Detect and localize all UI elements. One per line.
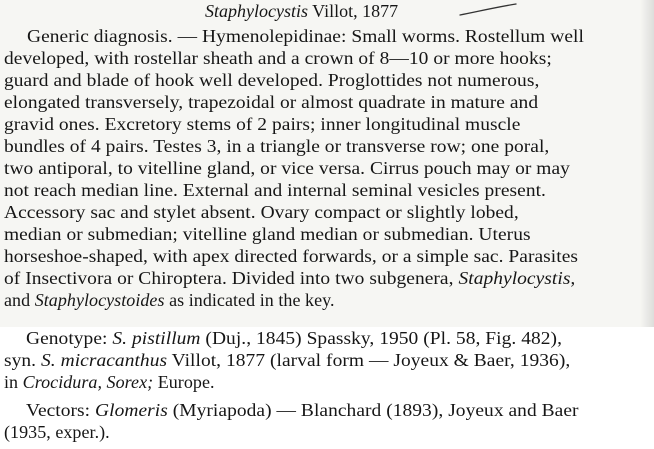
text-run: guard and blade of hook well developed. Proglottides not numerous, xyxy=(4,70,540,90)
text-run: gravid ones. Excretory stems of 2 pairs; inner longitudinal muscle xyxy=(4,114,521,134)
italic-term: S. pistillum xyxy=(112,328,201,348)
text-run: Villot, 1877 (larval form — Joyeux & Baer, 1936), xyxy=(167,350,571,370)
text-run: Genotype: xyxy=(26,328,113,348)
text-run: Vectors: xyxy=(26,400,96,420)
diagnosis-line xyxy=(4,91,538,113)
italic-term: Glomeris xyxy=(95,400,168,420)
text-run: (Duj., 1845) Spassky, 1950 (Pl. 58, Fig. 482), xyxy=(200,328,563,348)
text-run: Accessory sac and stylet absent. Ovary compact or slightly lobed, xyxy=(4,202,519,222)
diagnosis-line xyxy=(27,25,584,47)
italic-term: S. micracanthus xyxy=(41,350,168,370)
text-run: of Insectivora or Chiroptera. Divided into two subgenera, xyxy=(4,268,459,288)
diagnosis-line xyxy=(4,157,570,179)
genotype-line xyxy=(26,327,562,349)
diagnosis-line xyxy=(4,289,335,311)
text-run: not reach median line. External and internal seminal vesicles present. xyxy=(4,180,546,200)
diagnosis-line xyxy=(4,245,578,267)
vectors-line xyxy=(4,421,110,443)
text-run: Generic diagnosis. — Hymenolepidinae: Small worms. Rostellum well xyxy=(27,26,584,46)
diagnosis-line xyxy=(4,201,519,223)
genus-name: Staphylocystis xyxy=(205,1,308,21)
text-run: horseshoe-shaped, with apex directed forwards, or a simple sac. Parasites xyxy=(4,246,579,266)
page-edge-shadow xyxy=(640,0,654,327)
diagnosis-line xyxy=(4,223,531,245)
text-run: bundles of 4 pairs. Testes 3, in a triangle or transverse row; one poral, xyxy=(4,136,550,156)
text-run: developed, with rostellar sheath and a crown of 8—10 or more hooks; xyxy=(4,48,552,68)
text-run: median or submedian; vitelline gland median or submedian. Uterus xyxy=(4,224,531,244)
italic-term: Crocidura, Sorex; xyxy=(22,372,154,392)
text-run: as indicated in the key. xyxy=(164,290,335,310)
genotype-line xyxy=(4,371,215,393)
text-run: syn. xyxy=(4,350,42,370)
diagnosis-line xyxy=(4,47,552,69)
genus-author-year: Villot, 1877 xyxy=(312,1,399,21)
genotype-line xyxy=(4,349,570,371)
text-run: and xyxy=(4,290,35,310)
diagnosis-line xyxy=(4,267,575,289)
text-run: (Myriapoda) — Blanchard (1893), Joyeux and Baer xyxy=(167,400,579,420)
text-run: (1935, exper.). xyxy=(4,422,110,442)
genus-heading xyxy=(205,0,398,22)
text-run: Europe. xyxy=(153,372,215,392)
diagnosis-line xyxy=(4,113,520,135)
vectors-line xyxy=(26,399,579,421)
diagnosis-line xyxy=(4,69,539,91)
text-run: in xyxy=(4,372,23,392)
diagnosis-line xyxy=(4,135,549,157)
text-run: two antiporal, to vitelline gland, or vice versa. Cirrus pouch may or may xyxy=(4,158,570,178)
diagnosis-line xyxy=(4,179,546,201)
text-run: elongated transversely, trapezoidal or almost quadrate in mature and xyxy=(4,92,539,112)
italic-term: Staphylocystis, xyxy=(458,268,576,288)
pen-mark-icon xyxy=(458,2,518,18)
italic-term: Staphylocystoides xyxy=(34,290,165,310)
